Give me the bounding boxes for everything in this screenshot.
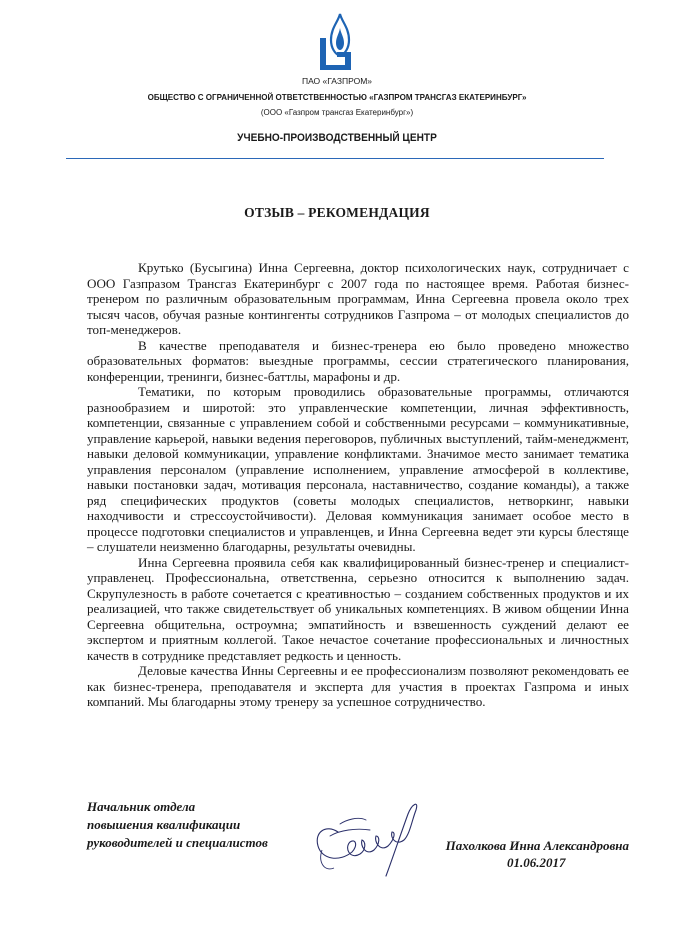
letter-body xyxy=(87,260,629,710)
signer-position-line: Начальник отдела xyxy=(87,799,196,814)
header-divider xyxy=(66,158,604,159)
company-short-name: (ООО «Газпром трансгаз Екатеринбург») xyxy=(260,108,414,117)
signer-position-line: повышения квалификации xyxy=(87,817,241,832)
company-full-name: ОБЩЕСТВО С ОГРАНИЧЕННОЙ ОТВЕТСТВЕННОСТЬЮ «ГАЗПРОМ ТРАНСГАЗ ЕКАТЕРИНБУРГ» xyxy=(147,92,527,102)
document-title: ОТЗЫВ – РЕКОМЕНДАЦИЯ xyxy=(244,205,430,220)
signature-date: 01.06.2017 xyxy=(507,855,566,870)
signer-name: Пахолкова Инна Александровна xyxy=(445,838,629,853)
signer-position xyxy=(87,798,268,852)
handwritten-signature-icon xyxy=(300,780,430,890)
body-paragraph: Крутько (Бусыгина) Инна Сергеевна, доктор психологических наук, сотрудничает с ООО Газпразом Трансгаз Екатеринбург с 2007 года по настоящее время. Работая бизнес-тренером по различным образовательным программам, Инна Сергеевна провела около трех тысяч часов, обучая разные контингенты сотрудников Газпрома – от молодых специалистов до топ-менеджеров. xyxy=(87,260,629,337)
department-name: УЧЕБНО-ПРОИЗВОДСТВЕННЫЙ ЦЕНТР xyxy=(237,132,437,144)
signer-position-line: руководителей и специалистов xyxy=(87,835,268,850)
body-paragraph: В качестве преподавателя и бизнес-тренера ею было проведено множество образовательных форматов: выездные программы, сессии стратегического планирования, конференции, тренинги, бизнес-баттлы, марафоны и др. xyxy=(87,337,629,384)
body-paragraph: Тематики, по которым проводились образовательные программы, отличаются разнообразием и широтой: это управленческие компетенции, личная эффективность, компетенции, связанные с управлением собой и собственными ресурсами – коммуникативные, управление карьерой, навыки ведения переговоров, публичных выступлений, тайм-менеджмент, навыки деловой коммуникации, управление конфликтами. Значимое место занимает тематика управления персоналом (управление исполнением, управление атмосферой в коллективе, навыки постановки задач, мотивация персонала, наставничество, создание команды), а также ряд специфических продуктов (советы молодых специалистов, нетворкинг, навыки находчивости и стрессоустойчивости). Деловая коммуникация занимает особое место в процессе подготовки специалистов и управленцев, и Инна Сергеевна ведет эти курсы блестяще – слушатели неизменно благодарны, результаты очевидны. xyxy=(87,384,629,554)
gazprom-logo-icon xyxy=(318,12,362,70)
body-paragraph: Деловые качества Инны Сергеевны и ее профессионализм позволяют рекомендовать ее как бизнес-тренера, преподавателя и эксперта для участия в проектах Газпрома и иных компаний. Мы благодарны этому тренеру за успешное сотрудничество. xyxy=(87,663,629,709)
body-paragraph: Инна Сергеевна проявила себя как квалифицированный бизнес-тренер и специалист-управленец. Профессиональна, ответственна, серьезно относится к выполнению задач. Скрупулезность в работе сочетается с креативностью – созданием собственных продуктов и их реализацией, что также свидетельствует об уникальных компетенциях. В живом общении Инна Сергеевна общительна, остроумна; эмпатийность и взвешенность суждений делают ее экспертом и приятным коллегой. Такое нечастое сочетание профессиональных и личностных качеств в сотруднике представляет редкость и ценность. xyxy=(87,554,629,663)
parent-company-name: ПАО «ГАЗПРОМ» xyxy=(301,76,373,86)
